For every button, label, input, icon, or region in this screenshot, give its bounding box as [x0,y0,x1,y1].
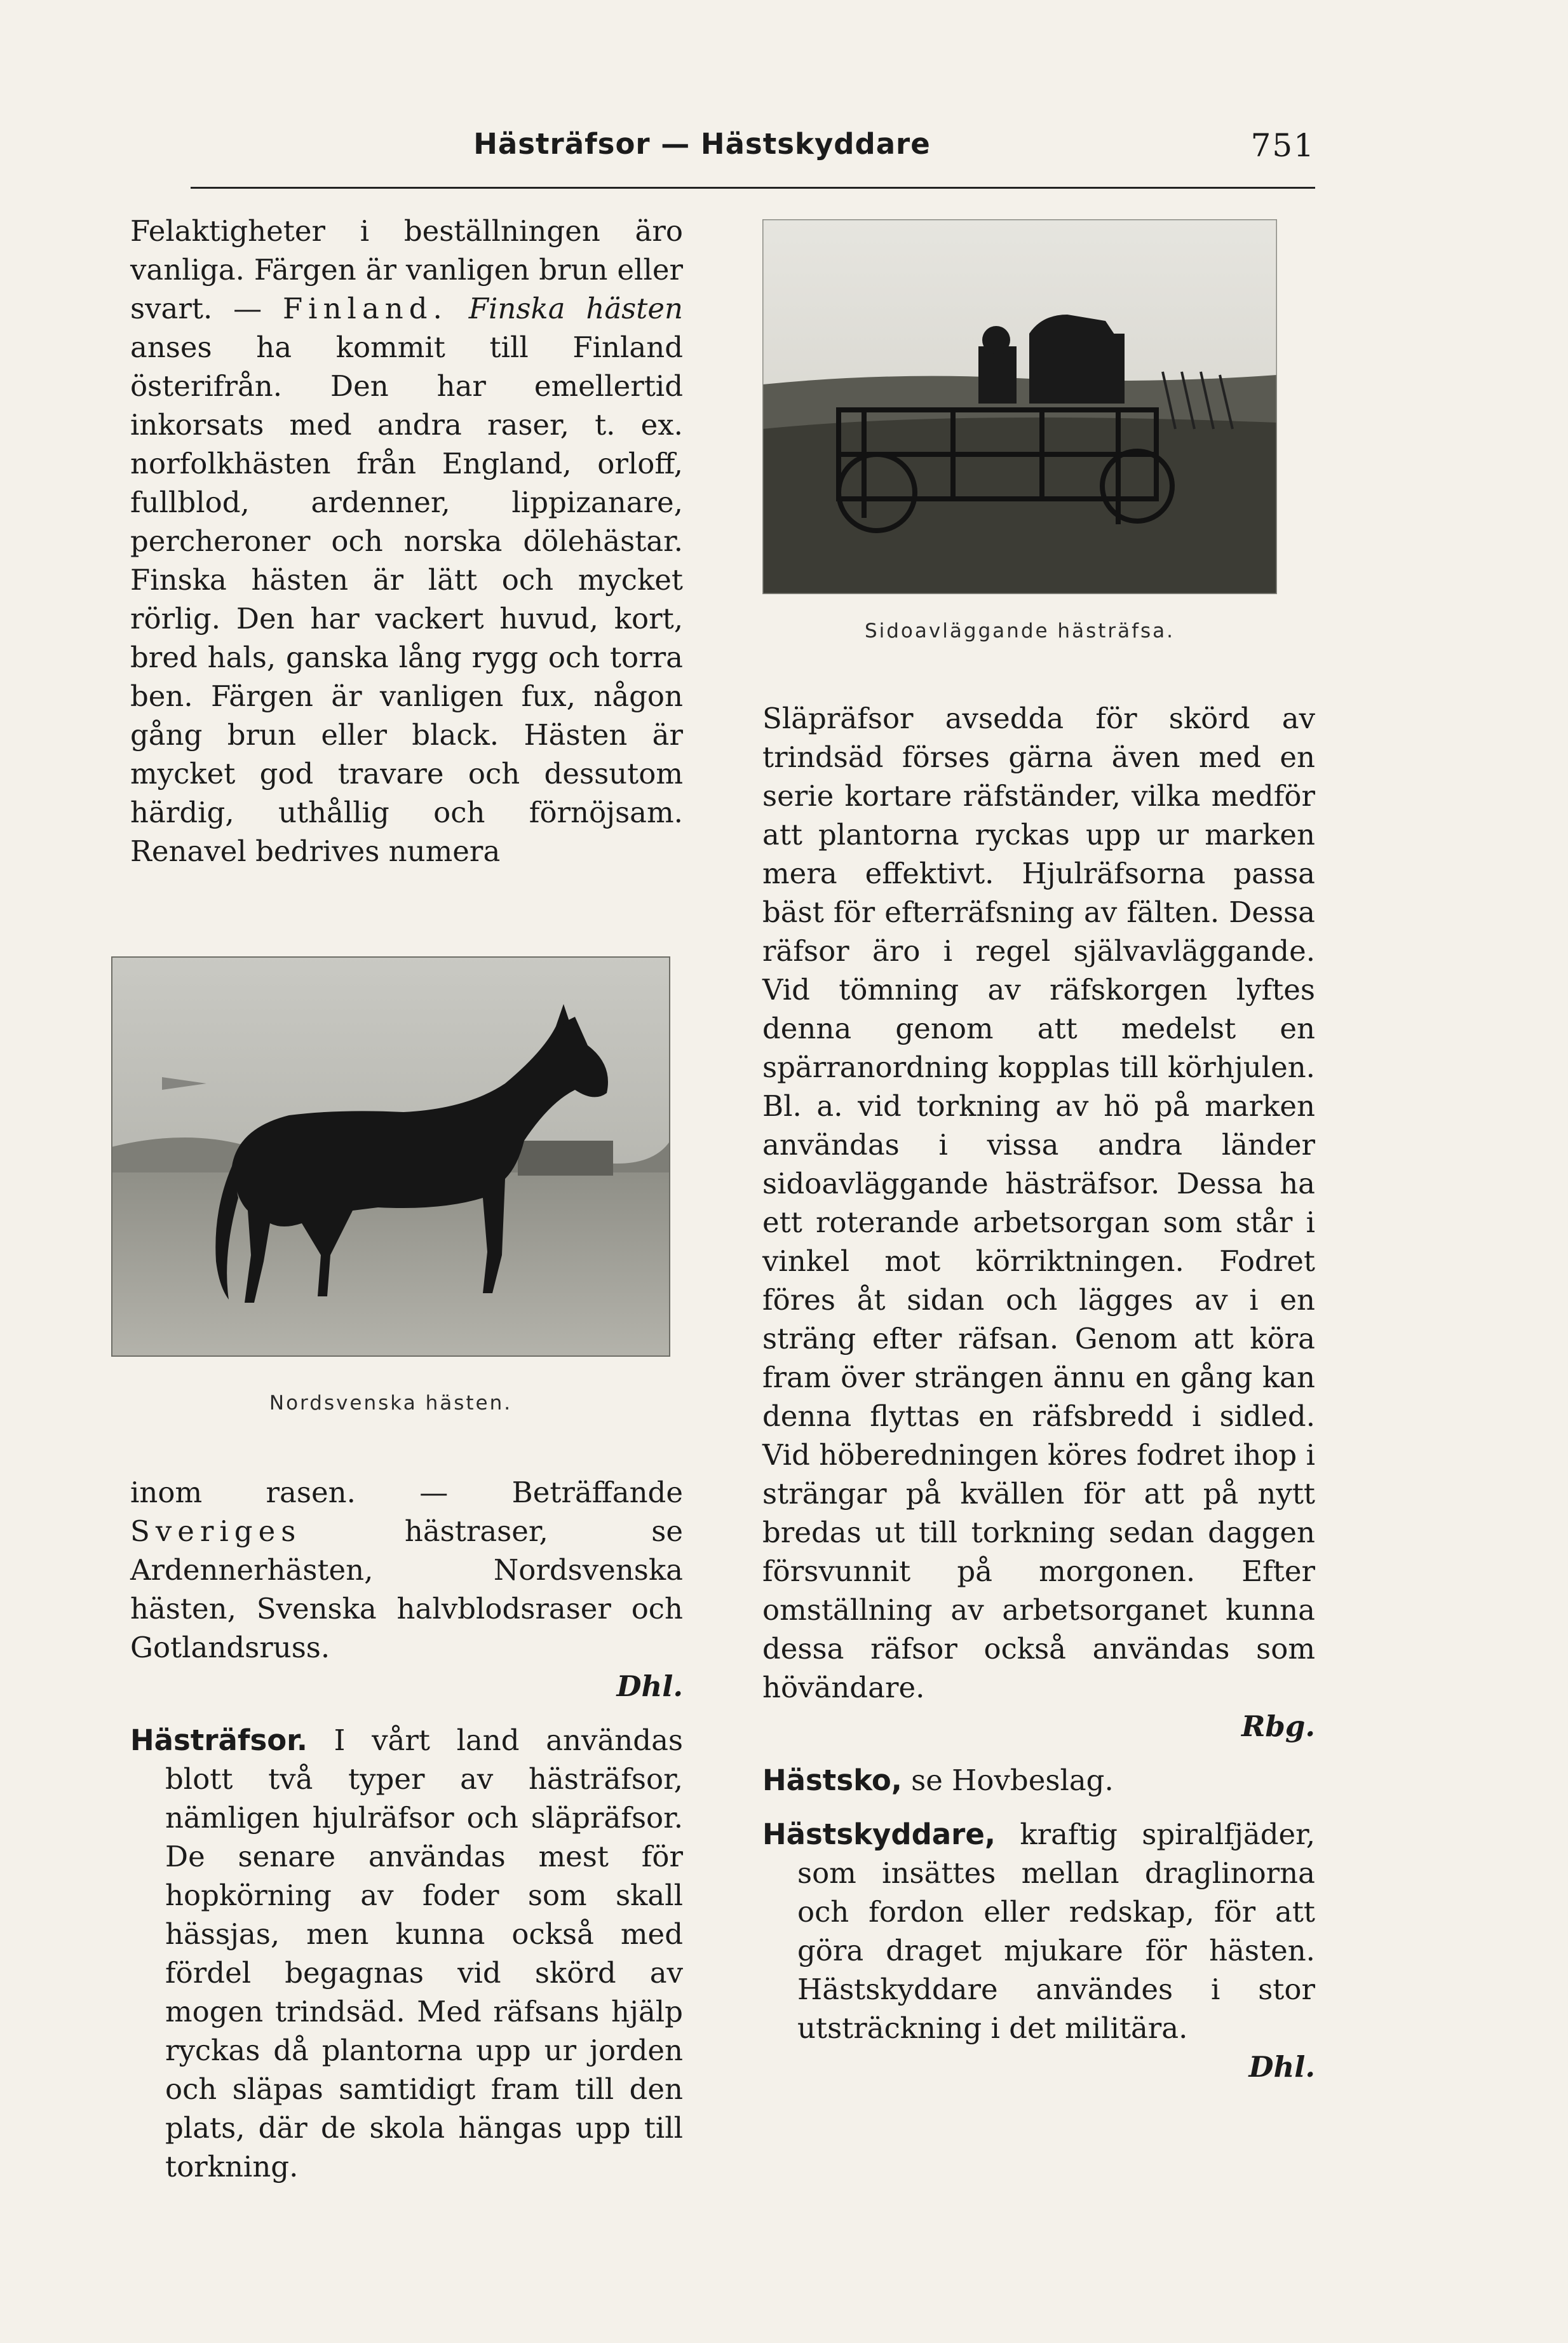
entry-text: I vårt land användas blott två typer av hästräfsor, nämligen hjulräfsor och släpräfsor. De senare användas mest för hopkörning av foder som skall hässjas, men kunna också med fördel begagnas vid skörd av mogen trindsäd. Med räfsans hjälp ryckas då plantorna upp ur jorden och släpas samtidigt fram till den plats, där de skola hängas upp till torkning. [165,1723,683,2183]
spaced-country: Sveriges [130,1514,302,1548]
paragraph-text: anses ha kommit till Finland österifrån. Den har emellertid inkorsats med andra raser, t. ex. norfolkhästen från England, orloff, fullblod, ardenner, lippizanare, percheroner och norska dölehästar. Finska hästen är lätt och mycket rörlig. Den har vackert huvud, kort, bred hals, ganska lång rygg och torra ben. Färgen är vanligen fux, någon gång brun eller black. Hästen är mycket god travare och dessutom härdig, uthållig och förnöjsam. Renavel bedrives numera [130,330,683,868]
entry-hastskyddare [762,1815,1315,2048]
horse-caption: Nordsvenska hästen. [269,1392,513,1415]
left-column-bottom [130,1473,683,2186]
spaced-country: Finland. [282,292,448,325]
paragraph-text: Felaktigheter i beställningen äro vanliga. Färgen är vanligen brun eller svart. — [130,214,683,325]
entry-text: kraftig spiralfjäder, som insättes mellan draglinorna och fordon eller redskap, för att göra draget mjukare för hästen. Hästskyddare användes i stor utsträckning i det militära. [797,1817,1315,2045]
rake-caption: Sidoavläggande hästräfsa. [864,620,1175,642]
running-head: Hästräfsor — Hästskyddare [473,127,931,161]
entry-hastsko [762,1761,1315,1800]
page-header [191,127,1315,172]
left-column-top [130,212,683,871]
entry-hastrafsor [130,1721,683,2186]
author-signature: Dhl. [1248,2050,1315,2084]
entry-headword: Hästräfsor. [130,1723,308,1757]
italic-term: Finska hästen [468,292,683,325]
author-signature: Dhl. [616,1669,683,1703]
author-signature: Rbg. [1241,1709,1315,1743]
entry-headword: Hästsko, [762,1763,902,1797]
horse-photo [111,956,670,1357]
rake-paragraph: Släpräfsor avsedda för skörd av trindsäd förses gärna även med en serie kortare räfständer, vilka medför att plantorna ryckas upp ur marken mera effektivt. Hjulräfsorna passa bäst för efterräfsning av fälten. Dessa räfsor äro i regel självavläggande. Vid tömning av räfskorgen lyftes denna genom att medelst en spärranordning kopplas till körhjulen. Bl. a. vid torkning av hö på marken användas i vissa andra länder sidoavläggande hästräfsor. Dessa ha ett roterande arbetsorgan som står i vinkel mot körriktningen. Fodret föres åt sidan och lägges av i en sträng efter räfsan. Genom att köra fram över strängen ännu en gång kan denna flyttas en räfsbredd i sidled. Vid höberedningen köres fodret ihop i strängar på kvällen för att på nytt bredas ut till torkning sedan daggen försvunnit på morgonen. Efter omställning av arbetsorganet kunna dessa räfsor också användas som hövändare. [762,702,1315,1704]
entry-headword: Hästskyddare, [762,1817,996,1851]
finland-paragraph [130,212,683,871]
rake-photo [762,219,1277,594]
paragraph-text: hästraser, se Ardennerhästen, Nordsvenska hästen, Svenska halvblodsraser och Gotlandsruss. [130,1514,683,1664]
page-number: 751 [1250,127,1315,164]
entry-text: se Hovbeslag. [902,1763,1114,1797]
breed-reference-paragraph [130,1473,683,1667]
right-column [762,699,1315,2086]
header-rule [191,187,1315,189]
paragraph-text: inom rasen. — Beträffande [130,1476,683,1509]
